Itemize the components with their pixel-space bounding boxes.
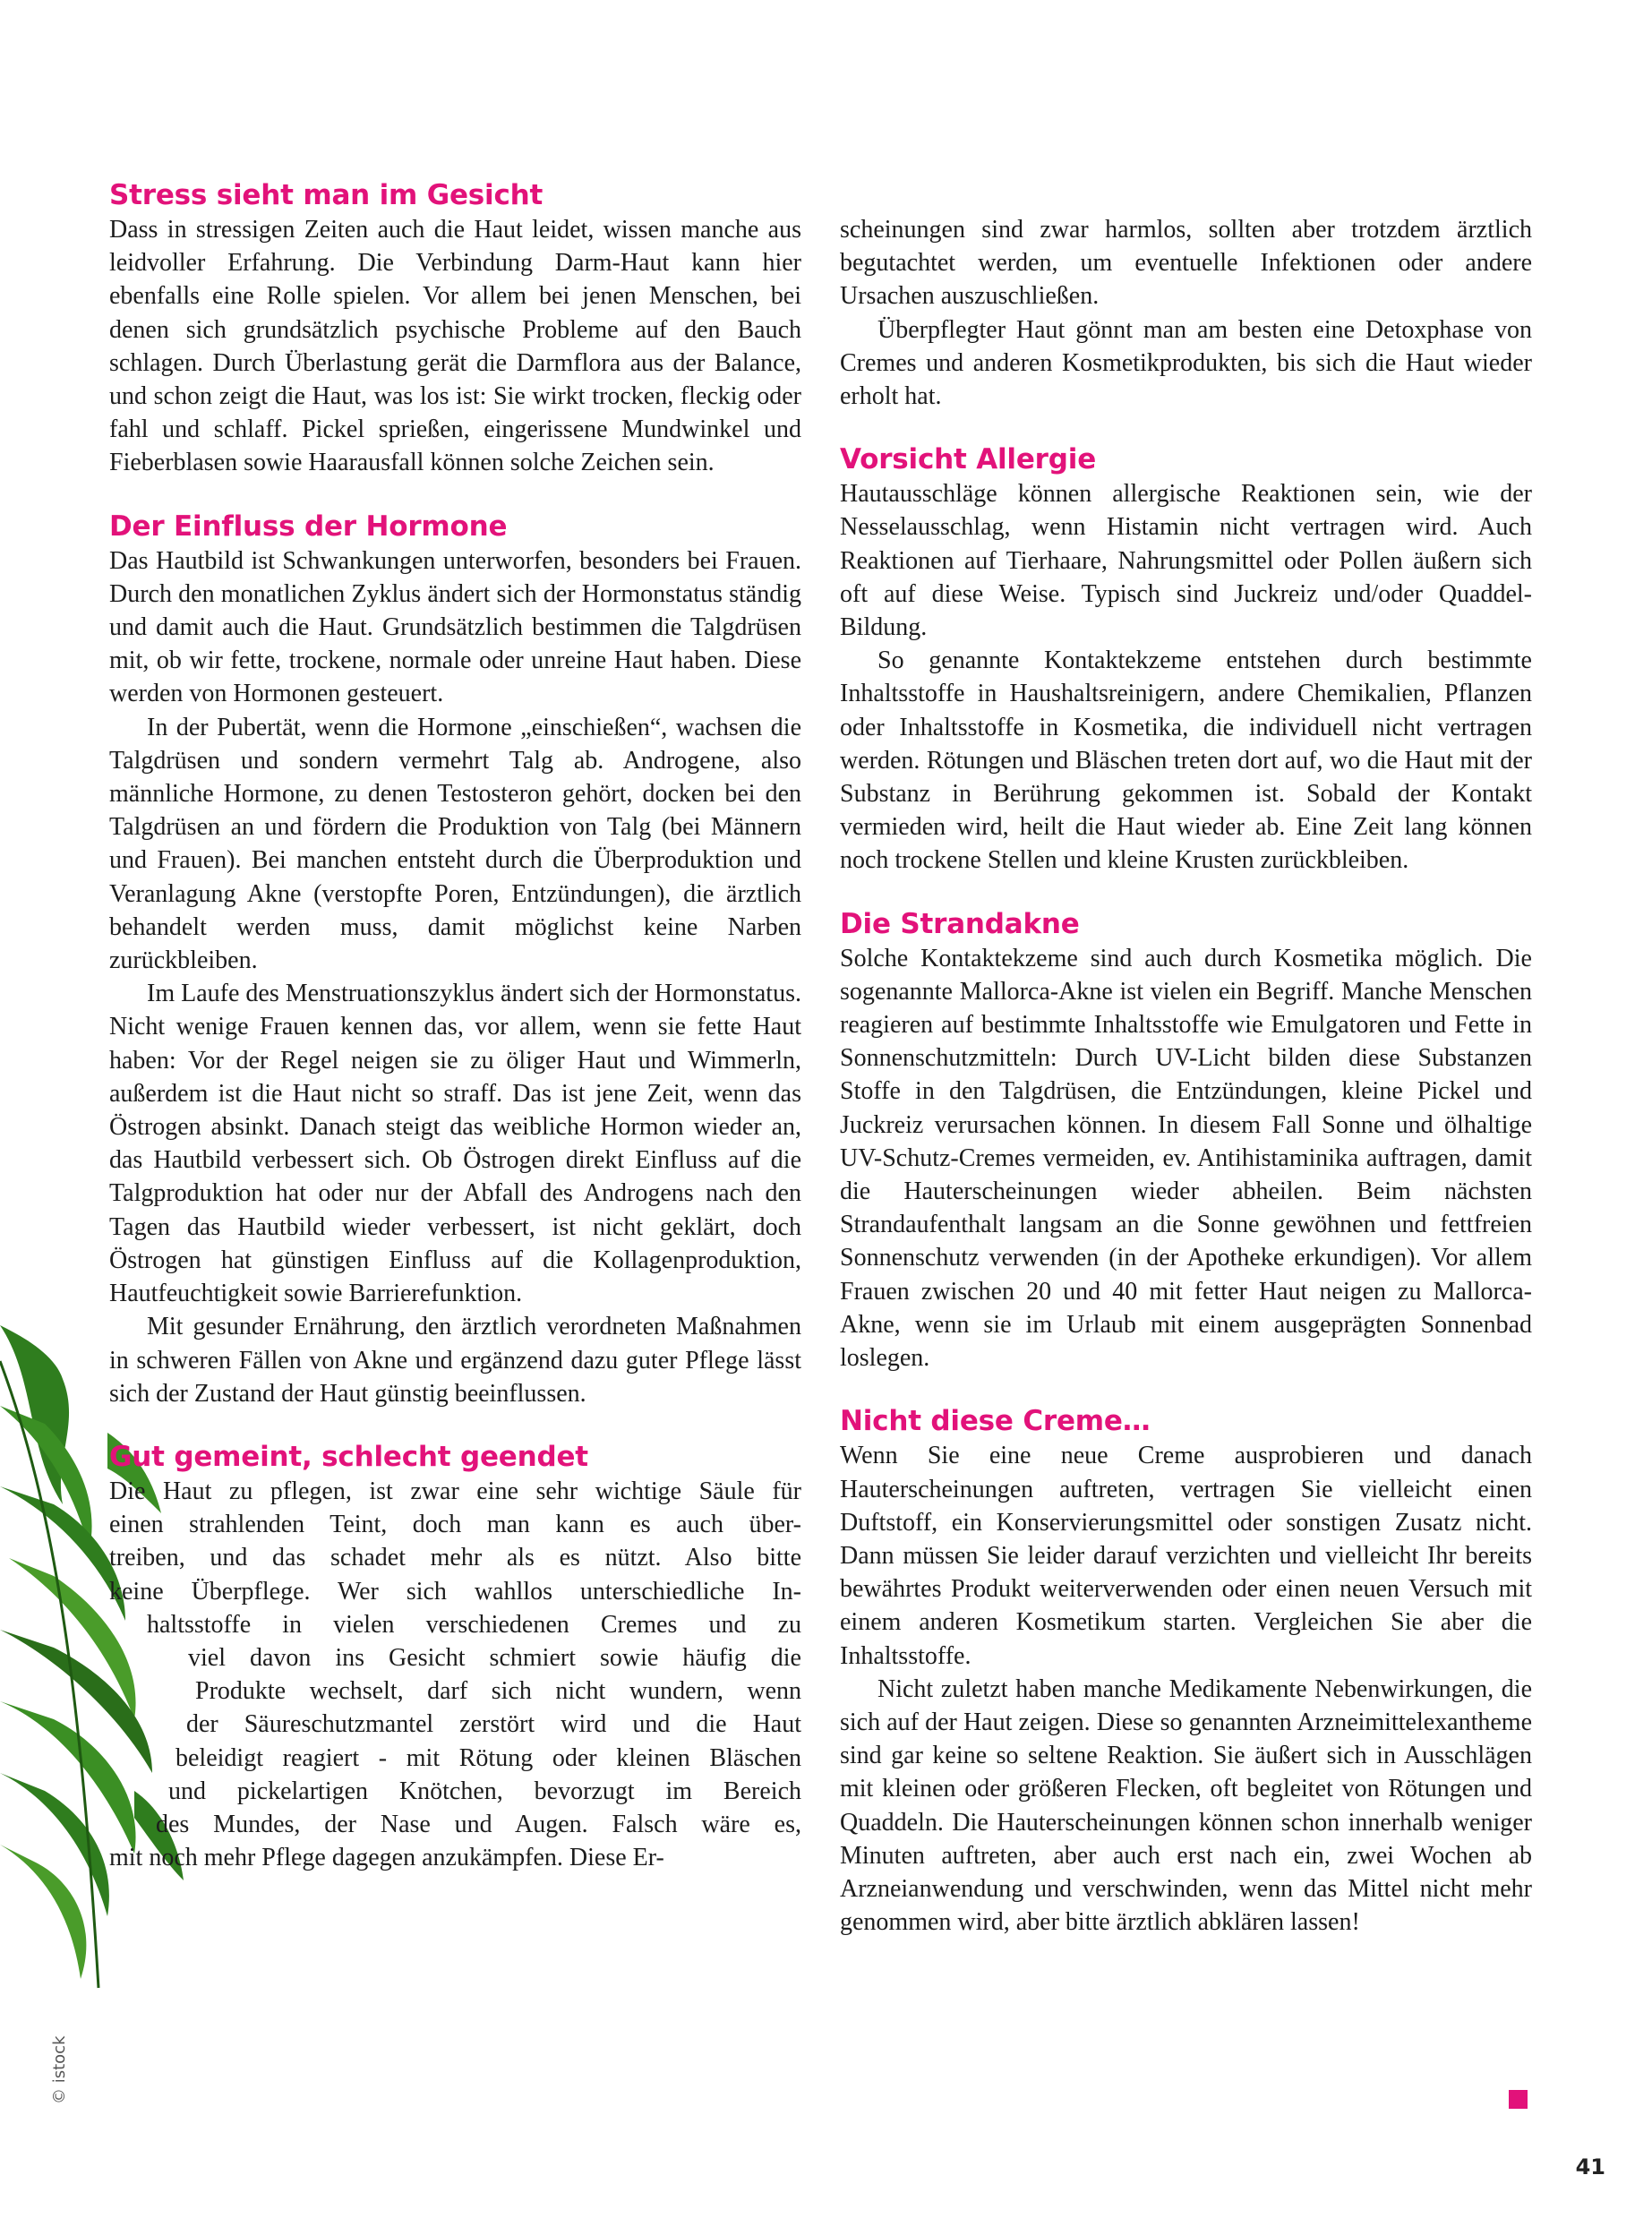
paragraph: Mit gesunder Ernährung, den ärztlich verordneten Maßnahmen in schweren Fällen von Akne und ergänzend dazu guter Pflege lässt sich der Zustand der Haut günstig beeinflussen. [109,1313,801,1408]
article-end-mark [1509,2090,1528,2109]
section-gut-gemeint [109,1439,801,1874]
paragraph-continuation: scheinungen sind zwar harmlos, sollten aber trotzdem ärztlich begutachtet werden, um eventuelle Infektionen oder andere Ursachen auszuschließen. [840,216,1532,311]
text-line: beleidigt reagiert - mit Rötung oder kleinen Bläschen [175,1743,801,1772]
page-number: 41 [1575,2154,1605,2179]
text-line: mit noch mehr Pflege dagegen anzukämpfen. Diese Er- [109,1844,664,1872]
section-heading-creme: Nicht diese Creme… [840,1405,1151,1438]
text-line: treiben, und das schadet mehr als es nützt. Also bitte [109,1544,801,1572]
right-column [840,177,1532,1939]
paragraph: Überpflegter Haut gönnt man am besten eine Detoxphase von Cremes und anderen Kosmetikprodukten, bis sich die Haut wieder erholt hat. [840,315,1532,411]
paragraph: Im Laufe des Menstruationszyklus ändert sich der Hormonstatus. Nicht wenige Frauen kennen das, vor allem, wenn sie fette Haut haben: Vor der Regel neigen sie zu öliger Haut und Wimmerln, außerdem ist die Haut nicht so straff. Das ist jene Zeit, wenn das Östrogen absinkt. Danach steigt das weibliche Hormon wieder an, das Hautbild verbessert sich. Ob Östrogen direkt Einfluss auf die Talgproduktion hat oder nur der Abfall des Androgens nach den Tagen das Hautbild wieder verbessert, ist nicht geklärt, doch Östrogen hat günstigen Einfluss auf die Kollagenproduktion, Hautfeuchtigkeit sowie Barrierefunktion. [109,980,801,1308]
paragraph: So genannte Kontaktekzeme entstehen durch bestimmte Inhaltsstoffe in Haushaltsreinigern, andere Chemikalien, Pflanzen oder Inhaltsstoffe in Kosmetika, die individuell nicht vertragen werden. Rötungen und Bläschen treten dort auf, wo die Haut mit der Substanz in Berührung gekommen ist. Sobald der Kontakt vermieden wird, heilt die Haut wieder ab. Eine Zeit lang können noch trockene Stellen und kleine Krusten zurückbleiben. [840,647,1532,875]
paragraph: Hautausschläge können allergische Reaktionen sein, wie der Nesselausschlag, wenn Histamin nicht vertragen wird. Auch Reaktionen auf Tierhaare, Nahrungsmittel oder Pollen äußern sich oft auf diese Weise. Typisch sind Juckreiz und/oder Quaddel-Bildung. [840,480,1532,642]
section-stress [109,177,801,480]
section-heading-stress: Stress sieht man im Gesicht [109,179,544,211]
paragraph: Nicht zuletzt haben manche Medikamente Nebenwirkungen, die sich auf der Haut zeigen. Diese so genannten Arzneimittelexantheme sind gar keine so seltene Reaktion. Sie äußert sich in Ausschlägen mit kleinen oder größeren Flecken, oft begleitet von Rötungen und Quaddeln. Die Hauterscheinungen können schon innerhalb weniger Minuten auftreten, aber auch erst nach ein, zwei Wochen ab Arzneianwendung und verschwinden, wenn das Mittel nicht mehr genommen wird, aber bitte ärztlich abklären lassen! [840,1674,1532,1937]
paragraph: In der Pubertät, wenn die Hormone „einschießen“, wachsen die Talgdrüsen und sondern vermehrt Talg ab. Androgene, also männliche Hormone, zu denen Testosteron gehört, docken bei den Talgdrüsen an und fördern die Produktion von Talg (bei Männern und Frauen). Bei manchen entsteht durch die Überproduktion und Veranlagung Akne (verstopfte Poren, Entzündungen), die ärztlich behandelt werden muss, damit möglichst keine Narben zurückbleiben. [109,713,801,975]
text-line: viel davon ins Gesicht schmiert sowie häufig die [188,1643,801,1672]
text-line: haltsstoffe in vielen verschiedenen Cremes und zu [147,1610,801,1639]
text-line: und pickelartigen Knötchen, bevorzugt im Bereich [168,1777,801,1805]
section-allergie [840,441,1532,877]
text-line: des Mundes, der Nase und Augen. Falsch wäre es, [156,1810,801,1838]
section-hormone [109,509,801,1410]
section-heading-hormone: Der Einfluss der Hormone [109,510,508,543]
left-column [109,177,801,1874]
section-strandakne [840,906,1532,1375]
text-line: der Säureschutzmantel zerstört wird und die Haut [186,1710,801,1739]
section-heading-gut-gemeint: Gut gemeint, schlecht geendet [109,1440,588,1473]
text-line: einen strahlenden Teint, doch man kann es auch über- [109,1511,801,1539]
section-heading-strandakne: Die Strandakne [840,907,1080,940]
image-credit: © istock [50,2035,69,2104]
paragraph: Das Hautbild ist Schwankungen unterworfen, besonders bei Frauen. Durch den monatlichen Zyklus ändert sich der Hormonstatus ständig und damit auch die Haut. Grundsätzlich bestimmen die Talgdrüsen mit, ob wir fette, trockene, normale oder unreine Haut haben. Diese werden von Hormonen gesteuert. [109,546,801,708]
text-line: Produkte wechselt, darf sich nicht wundern, wenn [195,1677,801,1706]
text-line: keine Überpflege. Wer sich wahllos unterschiedliche In- [109,1577,801,1606]
section-creme [840,1403,1532,1939]
text-line: Die Haut zu pflegen, ist zwar eine sehr wichtige Säule für [109,1477,801,1505]
section-heading-allergie: Vorsicht Allergie [840,443,1097,476]
paragraph: Dass in stressigen Zeiten auch die Haut leidet, wissen manche aus leidvoller Erfahrung. Die Verbindung Darm-Haut kann hier ebenfalls eine Rolle spielen. Vor allem bei jenen Menschen, bei denen sich grundsätzlich psychische Probleme auf den Bauch schlagen. Durch Überlastung gerät die Darmflora aus der Balance, und schon zeigt die Haut, was los ist: Sie wirkt trocken, fleckig oder fahl und schlaff. Pickel sprießen, eingerissene Mundwinkel und Fieberblasen sowie Haarausfall können solche Zeichen sein. [109,216,801,477]
paragraph-wrapped-around-image [109,1475,801,1874]
paragraph: Solche Kontaktekzeme sind auch durch Kosmetika möglich. Die sogenannte Mallorca-Akne ist vielen ein Begriff. Manche Menschen reagieren auf bestimmte Inhaltsstoffe wie Emulgatoren und Fette in Sonnenschutzmitteln: Durch UV-Licht bilden diese Substanzen Stoffe in den Talgdrüsen, die Entzündungen, kleine Pickel und Juckreiz verursachen können. In diesem Fall Sonne und ölhaltige UV-Schutz-Cremes vermeiden, ev. Antihistaminika auftragen, damit die Hauterscheinungen wieder abheilen. Beim nächsten Strandaufenthalt langsam an die Sonne gewöhnen und fettfreien Sonnenschutz verwenden (in der Apotheke erkundigen). Vor allem Frauen zwischen 20 und 40 mit fetter Haut neigen zu Mallorca-Akne, wenn sie im Urlaub mit einem ausgeprägten Sonnenbad loslegen. [840,944,1532,1373]
paragraph: Wenn Sie eine neue Creme ausprobieren und danach Hauterscheinungen auftreten, vertragen Sie vielleicht einen Duftstoff, ein Konservierungsmittel oder sonstigen Zusatz nicht. Dann müssen Sie leider darauf verzichten und vielleicht Ihr bereits bewährtes Produkt weiterverwenden oder einen neuen Versuch mit einem anderen Kosmetikum starten. Vergleichen Sie aber die Inhaltsstoffe. [840,1442,1532,1670]
